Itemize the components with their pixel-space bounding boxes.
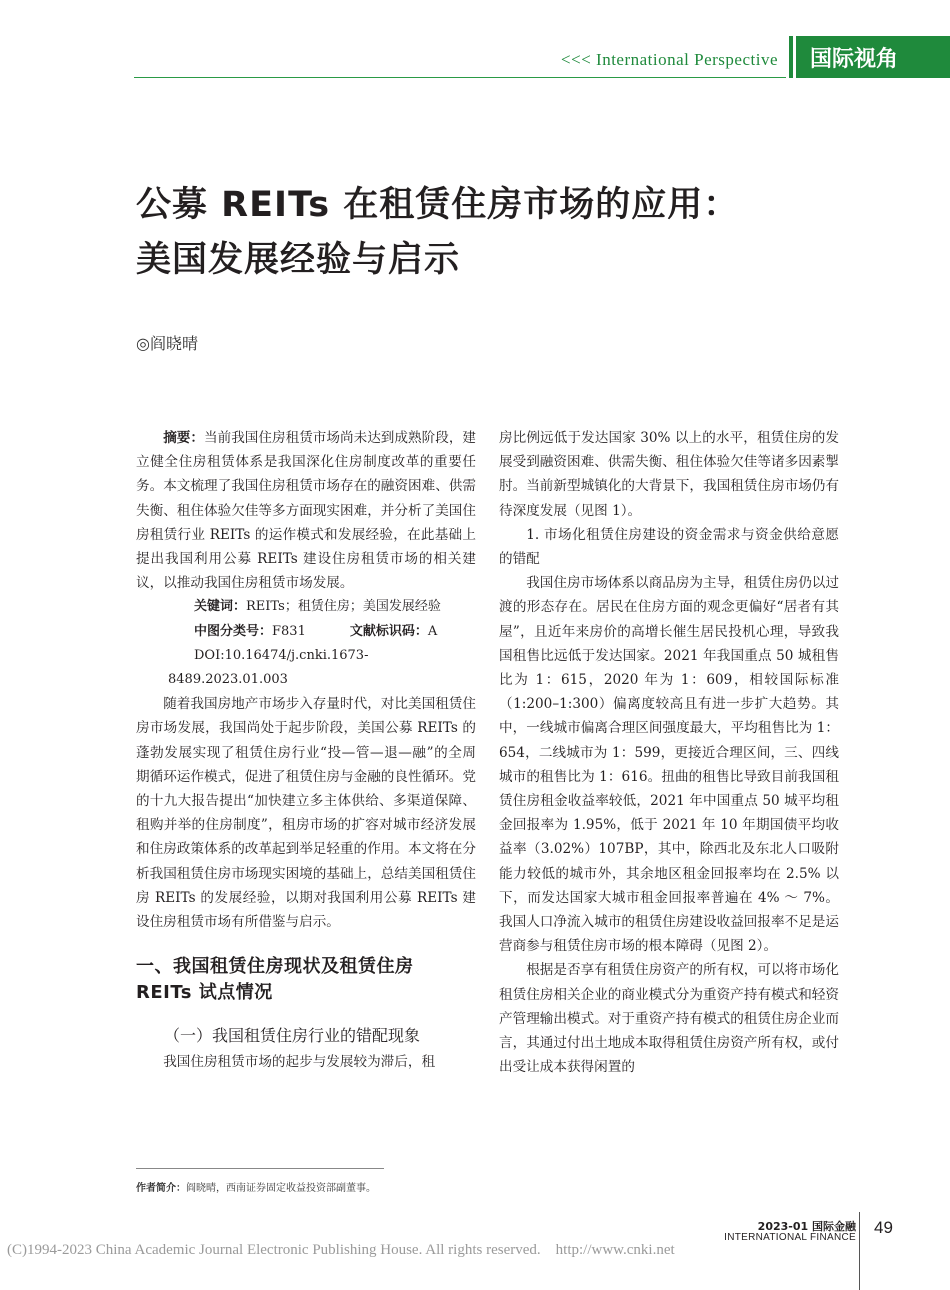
right-column [499,426,839,1079]
section-badge [796,36,950,78]
title-line-2: 美国发展经验与启示 [136,240,461,280]
section-heading-1-line-1: 一、我国租赁住房现状及租赁住房 [136,956,414,978]
doc-code-value: A [427,623,438,639]
footnote-text: 阎晓晴，西南证券固定收益投资部副董事。 [186,1183,376,1194]
abstract [136,426,476,595]
section-heading-1 [136,954,476,1006]
footnote-rule [136,1168,384,1169]
keywords-label: 关键词： [194,599,247,615]
journal-issue: 2023-01 国际金融 [757,1220,856,1233]
clc-value: F831 [272,623,306,639]
keywords-line [136,595,476,619]
keywords-value: REITs；租赁住房；美国发展经验 [246,599,441,615]
footer-divider [859,1212,860,1290]
abstract-label: 摘要： [163,430,204,446]
classification-line [136,620,476,644]
left-column [136,426,476,1075]
page-number: 49 [874,1218,893,1237]
section-label-cn: 国际视角 [810,46,899,72]
body-paragraph-3: 根据是否享有租赁住房资产的所有权，可以将市场化租赁住房相关企业的商业模式分为重资产持有模式和轻资产管理输出模式。对于重资产持有模式的租赁住房企业而言，其通过付出土地成本取得租赁住房资产所有权，或付出受让成本获得闲置的 [499,962,839,1076]
subsection-heading: （一）我国租赁住房行业的错配现象 [164,1026,421,1046]
section-label-en: <<< International Perspective [561,50,778,69]
author-footnote [136,1179,376,1194]
doi-line: DOI:10.16474/j.cnki.1673-8489.2023.01.003 [168,647,369,688]
author-byline: ◎阎晓晴 [136,334,198,353]
paragraph-continued: 房比例远低于发达国家 30% 以上的水平，租赁住房的发展受到融资困难、供需失衡、租住体验欠佳等诸多因素掣肘。当前新型城镇化的大背景下，我国租赁住房市场仍有待深度发展（见图 1）。 [499,430,839,519]
abstract-text: 当前我国住房租赁市场尚未达到成熟阶段，建立健全住房租赁体系是我国深化住房制度改革的重要任务。本文梳理了我国住房租赁市场存在的融资困难、供需失衡、租住体验欠佳等多方面现实困难，并分析了美国住房租赁行业 REITs 的运作模式和发展经验，在此基础上提出我国利用公募 REITs 建设住房租赁市场的相关建议，以推动我国住房租赁市场发展。 [136,430,477,592]
header-rule [134,77,786,78]
subsubsection-heading: 1. 市场化租赁住房建设的资金需求与资金供给意愿的错配 [499,526,839,568]
body-paragraph-2: 我国住房市场体系以商品房为主导，租赁住房仍以过渡的形态存在。居民在住房方面的观念更偏好“居者有其屋”，且近年来房价的高增长催生居民投机心理，导致我国租售比远低于发达国家。2021 年我国重点 50 城租售比为 1：615，2020 年为 1：609，相较国际标准（1:200–1:300）偏离度较高且有进一步扩大趋势。其中，一线城市偏离合理区间强度最大，平均租售比为 1：654，二线城市为 1：599，更接近合理区间，三、四线城市的租售比为 1：616。扭曲的租售比导致目前我国租赁住房租金收益率较低，2021 年中国重点 50 城平均租金回报率为 1.95%，低于 2021 年 10 年期国债平均收益率（3.02%）107BP，其中，除西北及东北人口吸附能力较低的城市外，其余地区租金回报率均在 2.5% 以下，而发达国家大城市租金回报率普遍在 4% ～ 7%。我国人口净流入城市的租赁住房建设收益回报率不足是运营商参与租赁住房市场的根本障碍（见图 2）。 [499,575,839,955]
article-title [136,178,856,288]
intro-paragraph: 随着我国房地产市场步入存量时代，对比美国租赁住房市场发展，我国尚处于起步阶段，美国公募 REITs 的蓬勃发展实现了租赁住房行业“投—管—退—融”的全周期循环运作模式，促进了租赁住房与金融的良性循环。党的十九大报告提出“加快建立多主体供给、多渠道保障、租购并举的住房制度”，租房市场的扩容对城市经济发展和住房政策体系的改革起到举足轻重的作用。本文将在分析我国租赁住房市场现实困境的基础上，总结美国租赁住房 REITs 的发展经验，以期对我国利用公募 REITs 建设住房租赁市场有所借鉴与启示。 [136,696,476,931]
section-heading-1-line-2: REITs 试点情况 [136,982,273,1004]
clc-label: 中图分类号： [194,623,273,639]
doc-code-label: 文献标识码： [349,623,428,639]
footnote-label: 作者简介： [136,1183,186,1194]
title-line-1: 公募 REITs 在租赁住房市场的应用： [136,185,740,225]
copyright-watermark: (C)1994-2023 China Academic Journal Electronic Publishing House. All rights reserved. http://www.cnki.net [7,1242,675,1258]
paragraph-start: 我国住房租赁市场的起步与发展较为滞后，租 [163,1054,436,1071]
journal-name-en: INTERNATIONAL FINANCE [724,1232,856,1243]
header-accent-bar [789,36,793,78]
